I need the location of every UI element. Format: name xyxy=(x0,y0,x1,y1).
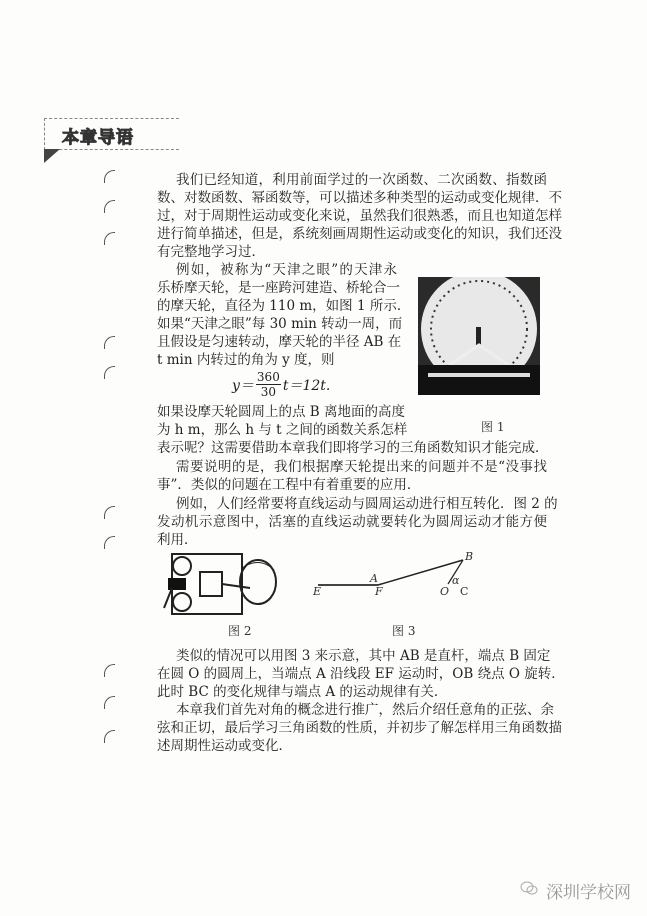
text-line: 进行简单描述，但是，系统刻画周期性运动或变化的知识，我们还没 xyxy=(157,226,562,242)
label-b: B xyxy=(465,550,474,563)
text-line: 述周期性运动或变化． xyxy=(157,738,292,754)
fraction-numerator: 360 xyxy=(256,370,280,384)
text-line: 利用． xyxy=(157,532,198,548)
text-line: 在圆 O 的圆周上，当端点 A 沿线段 EF 运动时，OB 绕点 O 旋转． xyxy=(157,666,565,682)
text-line: 表示呢？这需要借助本章我们即将学习的三角函数知识才能完成． xyxy=(157,440,549,456)
ferris-wheel-photo xyxy=(418,277,540,395)
fraction-denominator: 30 xyxy=(260,385,277,399)
label-alpha: α xyxy=(452,574,460,587)
binder-hole-icon xyxy=(104,200,115,213)
chat-bubble-icon xyxy=(520,880,538,901)
formula xyxy=(232,370,330,399)
text-line: t min 内转过的角为 y 度，则 xyxy=(157,352,335,368)
figure-3-caption: 图 3 xyxy=(392,624,416,638)
text-line: 我们已经知道，利用前面学过的一次函数、二次函数、指数函 xyxy=(176,172,547,188)
text-line: 乐桥摩天轮，是一座跨河建造、桥轮合一 xyxy=(157,280,400,296)
text-line: 且假设是匀速转动，摩天轮的半径 AB 在 xyxy=(157,334,402,350)
binder-hole-icon xyxy=(104,170,115,183)
text-line: 有完整地学习过． xyxy=(157,244,265,260)
watermark xyxy=(520,878,631,903)
text-line: 此时 BC 的变化规律与端点 A 的运动规律有关． xyxy=(157,684,448,700)
text-line: 弦和正切，最后学习三角函数的性质，并初步了解怎样用三角函数描 xyxy=(157,720,562,736)
label-e: E xyxy=(313,585,322,598)
binder-hole-icon xyxy=(104,336,115,349)
text-line: 如果设摩天轮圆周上的点 B 离地面的高度 xyxy=(157,404,406,420)
text-line: 数、对数函数、幂函数等，可以描述多种类型的运动或变化规律．不 xyxy=(157,190,562,206)
banner-corner xyxy=(44,149,60,163)
watermark-text: 深圳学校网 xyxy=(546,883,631,903)
binder-hole-icon xyxy=(104,366,115,379)
figure-2-caption: 图 2 xyxy=(228,624,252,638)
text-line: 本章我们首先对角的概念进行推广，然后介绍任意角的正弦、余 xyxy=(176,702,554,718)
text-line: 事”．类似的问题在工程中有着重要的应用． xyxy=(157,477,421,493)
binder-hole-icon xyxy=(104,696,115,709)
binder-hole-icon xyxy=(104,232,115,245)
formula-lhs: y＝ xyxy=(232,377,254,394)
text-line: 的摩天轮，直径为 110 m，如图 1 所示． xyxy=(157,298,411,314)
binder-hole-icon xyxy=(104,536,115,549)
text-line: 需要说明的是，我们根据摩天轮提出来的问题并不是“没事找 xyxy=(176,459,547,475)
text-line: 发动机示意图中，活塞的直线运动就要转化为圆周运动才能方便 xyxy=(157,514,547,530)
text-line: 过，对于周期性运动或变化来说，虽然我们很熟悉，而且也知道怎样 xyxy=(157,208,562,224)
text-line: 为 h m，那么 h 与 t 之间的函数关系怎样 xyxy=(157,422,408,438)
text-line: 类似的情况可以用图 3 来示意，其中 AB 是直杆，端点 B 固定 xyxy=(176,648,551,664)
binder-hole-icon xyxy=(104,664,115,677)
label-o: O xyxy=(440,585,450,598)
text-line: 例如，人们经常要将直线运动与圆周运动进行相互转化．图 2 的 xyxy=(176,496,558,512)
text-line: 例如，被称为“天津之眼”的天津永 xyxy=(176,262,397,278)
label-f: F xyxy=(375,585,383,598)
formula-rhs: t＝12t. xyxy=(282,377,331,394)
label-a: A xyxy=(370,572,378,585)
engine-diagram xyxy=(160,548,282,620)
binder-hole-icon xyxy=(104,506,115,519)
section-title: 本章导语 xyxy=(62,128,134,148)
label-c: C xyxy=(460,585,469,598)
figure-1-caption: 图 1 xyxy=(481,420,505,434)
fraction xyxy=(256,370,281,399)
binder-hole-icon xyxy=(104,730,115,743)
text-line: 如果“天津之眼”每 30 min 转动一周，而 xyxy=(157,316,403,332)
